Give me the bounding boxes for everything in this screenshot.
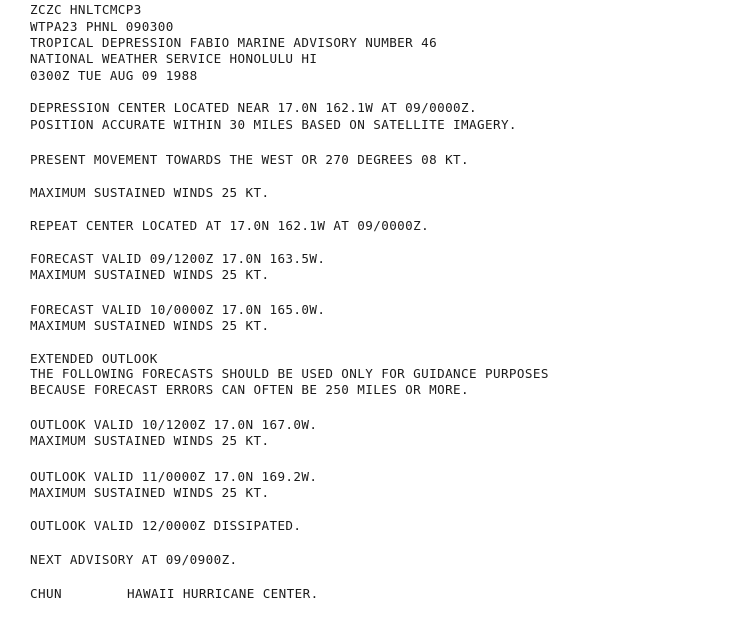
outlook-dissipated: OUTLOOK VALID 12/0000Z DISSIPATED. <box>30 518 302 533</box>
header-line-2: WTPA23 PHNL 090300 <box>30 19 174 34</box>
outlook-1-valid: OUTLOOK VALID 10/1200Z 17.0N 167.0W. <box>30 417 318 432</box>
present-movement: PRESENT MOVEMENT TOWARDS THE WEST OR 270 DEGREES 08 KT. <box>30 152 470 167</box>
outlook-1-winds: MAXIMUM SUSTAINED WINDS 25 KT. <box>30 433 270 448</box>
forecast-2-winds: MAXIMUM SUSTAINED WINDS 25 KT. <box>30 318 270 333</box>
forecast-2-valid: FORECAST VALID 10/0000Z 17.0N 165.0W. <box>30 302 326 317</box>
center-location: DEPRESSION CENTER LOCATED NEAR 17.0N 162.1W AT 09/0000Z. <box>30 100 477 115</box>
maximum-winds: MAXIMUM SUSTAINED WINDS 25 KT. <box>30 185 270 200</box>
extended-outlook-note-2: BECAUSE FORECAST ERRORS CAN OFTEN BE 250 MILES OR MORE. <box>30 382 470 397</box>
extended-outlook-heading: EXTENDED OUTLOOK <box>30 351 158 366</box>
repeat-center: REPEAT CENTER LOCATED AT 17.0N 162.1W AT 09/0000Z. <box>30 218 430 233</box>
issue-time: 0300Z TUE AUG 09 1988 <box>30 68 198 83</box>
outlook-2-winds: MAXIMUM SUSTAINED WINDS 25 KT. <box>30 485 270 500</box>
outlook-2-valid: OUTLOOK VALID 11/0000Z 17.0N 169.2W. <box>30 469 318 484</box>
position-accuracy: POSITION ACCURATE WITHIN 30 MILES BASED ON SATELLITE IMAGERY. <box>30 117 517 132</box>
forecaster-name: CHUN <box>30 586 62 601</box>
issuing-office: NATIONAL WEATHER SERVICE HONOLULU HI <box>30 51 318 66</box>
next-advisory: NEXT ADVISORY AT 09/0900Z. <box>30 552 238 567</box>
forecast-1-winds: MAXIMUM SUSTAINED WINDS 25 KT. <box>30 267 270 282</box>
hurricane-center-name: HAWAII HURRICANE CENTER. <box>127 586 319 601</box>
signoff <box>30 587 319 601</box>
extended-outlook-note-1: THE FOLLOWING FORECASTS SHOULD BE USED ONLY FOR GUIDANCE PURPOSES <box>30 366 549 381</box>
advisory-title: TROPICAL DEPRESSION FABIO MARINE ADVISORY NUMBER 46 <box>30 35 438 50</box>
forecast-1-valid: FORECAST VALID 09/1200Z 17.0N 163.5W. <box>30 251 326 266</box>
header-line-1: ZCZC HNLTCMCP3 <box>30 2 142 17</box>
